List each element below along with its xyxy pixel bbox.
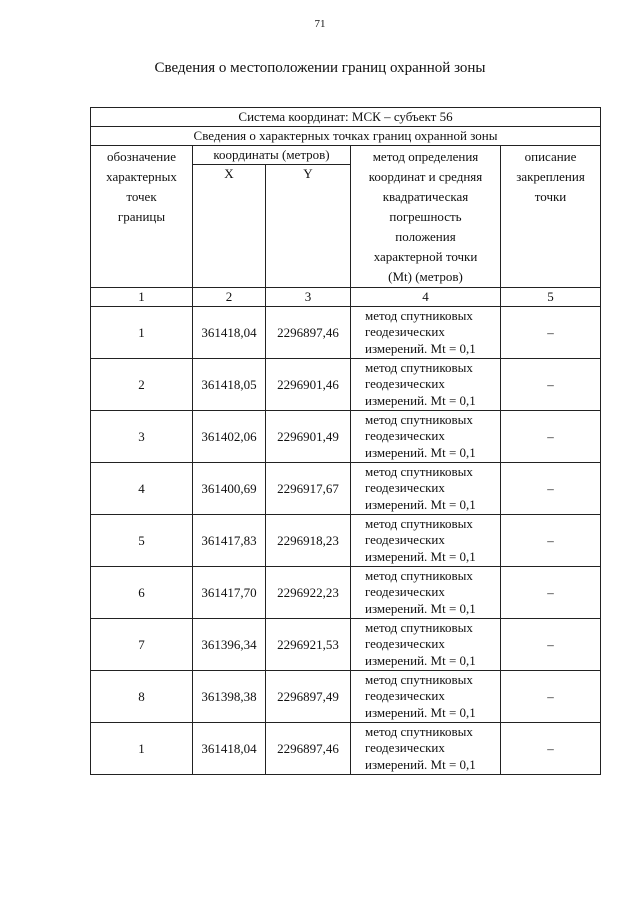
coordinate-y: 2296901,49: [266, 411, 351, 463]
column-number: 1: [91, 288, 193, 307]
table-row: [91, 671, 601, 723]
coordinate-y: 2296897,49: [266, 671, 351, 723]
method-cell: [351, 619, 501, 671]
point-description: –: [501, 307, 601, 359]
section-title: Сведения о характерных точках границ охранной зоны: [91, 127, 601, 146]
header-description: [501, 146, 601, 288]
header-method-line: квадратическая: [382, 189, 469, 204]
method-line: геодезических: [365, 688, 445, 704]
header-method-line: метод определения: [372, 149, 479, 164]
method-line: метод спутниковых: [365, 723, 473, 739]
table-row: [91, 359, 601, 411]
method-line: измерений. Mt = 0,1: [365, 496, 476, 512]
document-title: Сведения о местоположении границ охранной зоны: [154, 60, 486, 76]
header-description-line: описание: [524, 149, 577, 164]
point-description: –: [501, 359, 601, 411]
header-method-line: координат и средняя: [368, 169, 483, 184]
table-row: [91, 723, 601, 775]
coordinate-system-row: [91, 108, 601, 127]
coordinate-y: 2296918,23: [266, 515, 351, 567]
point-description: –: [501, 463, 601, 515]
header-x: X: [193, 165, 266, 288]
header-row-1: [91, 146, 601, 165]
section-title-row: [91, 127, 601, 146]
method-line: метод спутниковых: [365, 359, 473, 375]
method-line: метод спутниковых: [365, 515, 473, 531]
method-line: метод спутниковых: [365, 671, 473, 687]
table-row: [91, 411, 601, 463]
point-description: –: [501, 567, 601, 619]
coordinate-y: 2296901,46: [266, 359, 351, 411]
method-line: измерений. Mt = 0,1: [365, 444, 476, 460]
method-cell: [351, 567, 501, 619]
method-line: измерений. Mt = 0,1: [365, 548, 476, 564]
header-method: [351, 146, 501, 288]
coordinate-y: 2296897,46: [266, 307, 351, 359]
header-method-line: положения: [395, 229, 456, 244]
point-number: 4: [91, 463, 193, 515]
method-cell: [351, 463, 501, 515]
header-point-line: границы: [117, 209, 166, 224]
coordinate-x: 361398,38: [193, 671, 266, 723]
coordinate-x: 361418,04: [193, 723, 266, 775]
table-row: [91, 567, 601, 619]
point-number: 5: [91, 515, 193, 567]
method-line: метод спутниковых: [365, 619, 473, 635]
method-line: измерений. Mt = 0,1: [365, 704, 476, 720]
point-number: 6: [91, 567, 193, 619]
header-coordinates: координаты (метров): [193, 146, 351, 165]
point-description: –: [501, 411, 601, 463]
method-line: измерений. Mt = 0,1: [365, 392, 476, 408]
coordinate-x: 361417,83: [193, 515, 266, 567]
column-number: 4: [351, 288, 501, 307]
point-number: 1: [91, 723, 193, 775]
method-line: измерений. Mt = 0,1: [365, 652, 476, 668]
coordinate-x: 361418,05: [193, 359, 266, 411]
coordinate-x: 361402,06: [193, 411, 266, 463]
column-number: 5: [501, 288, 601, 307]
point-description: –: [501, 515, 601, 567]
method-line: метод спутниковых: [365, 307, 473, 323]
method-line: измерений. Mt = 0,1: [365, 600, 476, 616]
coordinate-x: 361418,04: [193, 307, 266, 359]
method-line: измерений. Mt = 0,1: [365, 756, 476, 772]
method-line: геодезических: [365, 428, 445, 444]
header-method-line: (Mt) (метров): [388, 269, 463, 284]
coordinate-y: 2296917,67: [266, 463, 351, 515]
header-method-line: погрешность: [389, 209, 462, 224]
method-cell: [351, 359, 501, 411]
method-line: метод спутниковых: [365, 411, 473, 427]
method-line: геодезических: [365, 532, 445, 548]
coordinate-x: 361396,34: [193, 619, 266, 671]
method-line: измерений. Mt = 0,1: [365, 340, 476, 356]
method-line: геодезических: [365, 584, 445, 600]
method-line: метод спутниковых: [365, 463, 473, 479]
table-row: [91, 619, 601, 671]
point-number: 7: [91, 619, 193, 671]
point-description: –: [501, 671, 601, 723]
point-number: 2: [91, 359, 193, 411]
column-number: 2: [193, 288, 266, 307]
page-number: 71: [314, 18, 326, 30]
header-y: Y: [266, 165, 351, 288]
coordinate-y: 2296922,23: [266, 567, 351, 619]
method-cell: [351, 515, 501, 567]
coordinates-table: [90, 107, 601, 775]
method-cell: [351, 411, 501, 463]
coordinate-y: 2296921,53: [266, 619, 351, 671]
method-cell: [351, 723, 501, 775]
method-line: геодезических: [365, 324, 445, 340]
point-number: 1: [91, 307, 193, 359]
method-cell: [351, 307, 501, 359]
table-row: [91, 307, 601, 359]
header-description-line: закрепления: [516, 169, 585, 184]
point-number: 3: [91, 411, 193, 463]
point-description: –: [501, 723, 601, 775]
method-line: метод спутниковых: [365, 567, 473, 583]
header-point-line: обозначение: [107, 149, 176, 164]
column-number: 3: [266, 288, 351, 307]
header-point-line: точек: [126, 189, 157, 204]
table-row: [91, 463, 601, 515]
coordinate-x: 361417,70: [193, 567, 266, 619]
coordinate-y: 2296897,46: [266, 723, 351, 775]
method-line: геодезических: [365, 740, 445, 756]
coordinate-system: Система координат: МСК – субъект 56: [91, 108, 601, 127]
coordinate-x: 361400,69: [193, 463, 266, 515]
header-method-line: характерной точки: [373, 249, 478, 264]
method-line: геодезических: [365, 480, 445, 496]
header-point-line: характерных: [106, 169, 177, 184]
header-point: [91, 146, 193, 288]
method-line: геодезических: [365, 636, 445, 652]
point-description: –: [501, 619, 601, 671]
point-number: 8: [91, 671, 193, 723]
method-line: геодезических: [365, 376, 445, 392]
header-description-line: точки: [534, 189, 567, 204]
column-numbers-row: [91, 288, 601, 307]
table-row: [91, 515, 601, 567]
method-cell: [351, 671, 501, 723]
